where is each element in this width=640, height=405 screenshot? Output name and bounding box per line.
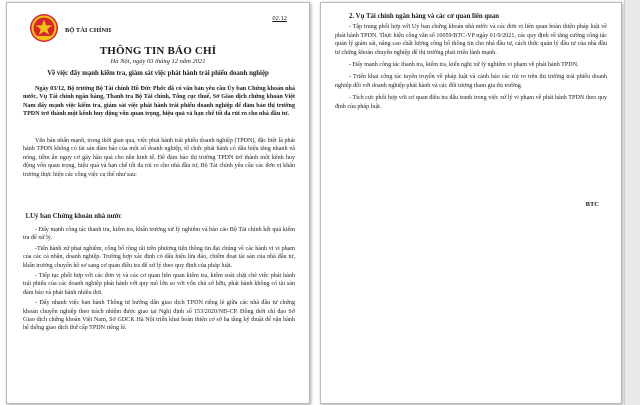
document-reference: 02.12 — [272, 15, 287, 22]
section-2-body — [335, 13, 607, 115]
section-1-item: - Đẩy nhanh việc ban hành Thông tư hướng dẫn giao dịch TPDN riêng lẻ giữa các nhà đầu tư chứng khoán chuyên nghiệp theo trách nhiệm được giao tại Nghị định số 153/2020/NĐ-CP. Đồng thời chỉ đạo Sở Giao dịch chứng khoán Việt Nam, Sở GDCK Hà Nội triển khai hoàn thiện cơ sở hạ tầng kỹ thuật để vận hành hệ thống giao dịch thứ cấp TPDN riêng lẻ. — [23, 300, 295, 332]
context-paragraph-block — [23, 137, 295, 181]
section-2-item: - Triển khai công tác tuyên truyền về pháp luật và cảnh báo các rủi ro trên thị trường trái phiếu doanh nghiệp đối với doanh nghiệp phát hành và các đối tượng tham gia thị trường. — [335, 74, 607, 89]
signature: BTC — [585, 201, 599, 208]
section-1-body — [23, 226, 295, 335]
document-subject: Về việc đẩy mạnh kiểm tra, giám sát việc phát hành trái phiếu doanh nghiệp — [47, 70, 269, 77]
section-1-item: - Đẩy mạnh công tác thanh tra, kiểm tra, khẩn trương xử lý nghiêm và báo cáo Bộ Tài chính kết quả kiểm tra để xử lý. — [23, 227, 295, 242]
intro-paragraph: Ngày 03/12, Bộ trưởng Bộ Tài chính Hồ Đức Phớc đã có văn bản yêu cầu Ủy ban Chứng khoán nhà nước, Vụ Tài chính ngân hàng, Thanh tra Bộ Tài chính, Tổng cục thuế, Sở Giao dịch chứng khoán Việt Nam đẩy mạnh việc kiểm tra, giám sát việc phát hành trái phiếu doanh nghiệp để đảm bảo thị trường TPDN trở thành một kênh huy động vốn quan trọng, hiệu quả và hạn chế tối đa rủi ro cho nhà đầu tư. — [23, 86, 295, 118]
ministry-name: BỘ TÀI CHÍNH — [65, 27, 112, 34]
section-1-item: - Tiếp tục phối hợp với các đơn vị và các cơ quan liên quan kiểm tra, kiểm soát chặt chẽ việc phát hành trái phiếu của các doanh nghiệp phát hành với quy mô lớn so với vốn chủ sở hữu, phát hành không có tài sản đảm bảo và phát hành nhiều đợt. — [23, 273, 295, 296]
section-2-item: - Tích cực phối hợp với cơ quan điều tra đấu tranh trong việc xử lý vi phạm về phát hành TPDN theo quy định của pháp luật. — [335, 95, 607, 110]
document-page-2 — [320, 2, 622, 404]
national-emblem-icon — [29, 13, 59, 43]
section-1-item: -Tiến hành xử phạt nghiêm, công bố rộng rãi trên phương tiện thông tin đại chúng về các hành vi vi phạm của các cá nhân, doanh nghiệp. Trường hợp xác định có dấu hiệu lừa đảo, chiếm đoạt tài sản của nhà đầu tư, khẩn trương chuyển hồ sơ sang cơ quan điều tra để xử lý theo quy định của pháp luật. — [23, 245, 295, 269]
section-2-item: - Đẩy mạnh công tác thanh tra, kiểm tra, kiến nghị xử lý nghiêm vi phạm về phát hành TPDN. — [349, 62, 579, 69]
document-title: THÔNG TIN BÁO CHÍ — [99, 45, 217, 57]
section-heading-2: 2. Vụ Tài chính ngân hàng và các cơ quan liên quan — [349, 13, 500, 20]
section-2-item: - Tập trung phối hợp với Uỷ ban chứng khoán nhà nước và các đơn vị liên quan hoàn thiện pháp luật về phát hành TPDN. Thực hiện công văn số 10059/BTC-VP ngày 01/9/2021, các quy định về tăng cường công tác quản lý giám sát, nâng cao chất lượng công bố thông tin cho nhà đầu tư, cách thức quản lý đầu tư của nhà đầu tư chứng khoán chuyên nghiệp để thị trường phát triển lành mạnh. — [335, 24, 607, 56]
vertical-scrollbar[interactable] — [624, 0, 640, 405]
document-page-1 — [6, 2, 310, 404]
document-date: Hà Nội, ngày 03 tháng 12 năm 2021 — [110, 58, 206, 65]
section-heading-1: 1.Uỷ ban Chứng khoán nhà nước — [25, 213, 122, 220]
intro-paragraph-block — [23, 85, 295, 121]
context-paragraph: Văn bản nhấn mạnh, trong thời gian qua, việc phát hành trái phiếu doanh nghiệp (TPDN), đặc biệt là phát hành TPDN không có tài sản đảm bảo của một số doanh nghiệp, tổ chức phát hành có dấu hiệu tăng nhanh và nóng, tiềm ẩn nguy cơ gây hậu quả cho nền kinh tế. Để đảm bảo thị trường TPDN trở thành một kênh huy động vốn quan trọng, hiệu quả và hạn chế tối đa rủi ro cho nhà đầu tư, Bộ Tài chính yêu cầu các đơn vị khẩn trương thực hiện các công việc cụ thể như sau: — [23, 138, 295, 178]
